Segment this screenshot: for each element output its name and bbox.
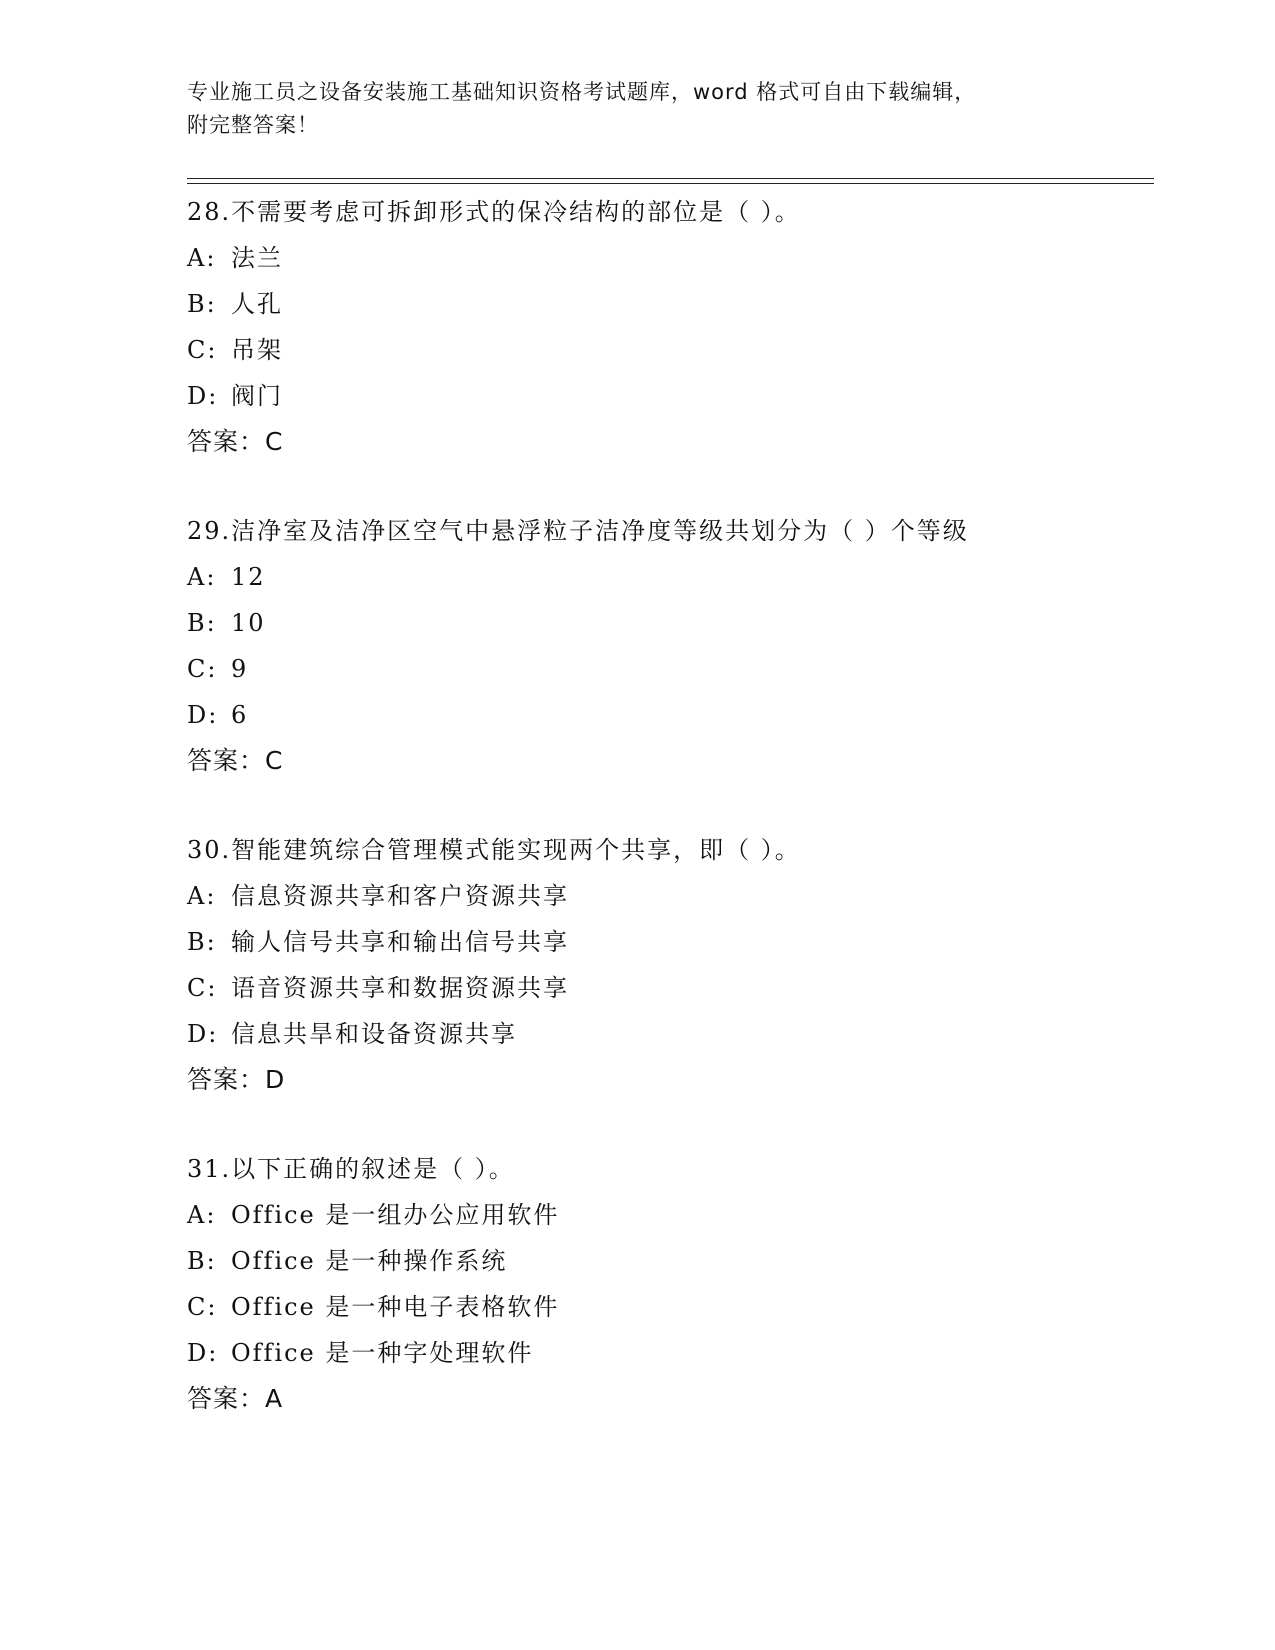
option-letter: A:: [187, 563, 217, 591]
option-d: [187, 373, 1147, 419]
option-text: 输人信号共享和输出信号共享: [231, 928, 569, 956]
option-text: Office 是一种电子表格软件: [231, 1293, 560, 1321]
option-letter: D:: [187, 701, 219, 729]
option-letter: D:: [187, 382, 219, 410]
option-text: Office 是一种操作系统: [231, 1247, 508, 1275]
header-divider-bottom: [187, 183, 1154, 184]
option-b: [187, 281, 1147, 327]
option-letter: C:: [187, 974, 218, 1002]
option-text: 12: [231, 563, 266, 591]
option-text: 9: [231, 655, 249, 683]
option-letter: A:: [187, 1201, 217, 1229]
question-29: [187, 508, 1147, 784]
option-a: [187, 554, 1147, 600]
option-letter: C:: [187, 655, 218, 683]
option-d: [187, 1330, 1147, 1376]
header-divider-top: [187, 178, 1154, 179]
option-b: [187, 1238, 1147, 1284]
option-letter: A:: [187, 882, 217, 910]
option-text: 信息共旱和设备资源共享: [231, 1020, 517, 1048]
option-letter: B:: [187, 609, 217, 637]
answer-line: 答案：C: [187, 427, 284, 456]
answer-line: 答案：C: [187, 746, 284, 775]
answer-line: 答案：A: [187, 1384, 284, 1413]
option-c: [187, 1284, 1147, 1330]
option-text: Office 是一组办公应用软件: [231, 1201, 560, 1229]
question-stem: 31.以下正确的叙述是（ ）。: [187, 1155, 515, 1183]
option-a: [187, 235, 1147, 281]
option-letter: B:: [187, 290, 217, 318]
option-letter: C:: [187, 336, 218, 364]
option-c: [187, 327, 1147, 373]
option-text: 法兰: [231, 244, 283, 272]
option-c: [187, 965, 1147, 1011]
option-letter: B:: [187, 928, 217, 956]
document-header: [187, 76, 1087, 142]
option-a: [187, 873, 1147, 919]
question-stem: 30.智能建筑综合管理模式能实现两个共享，即（ ）。: [187, 836, 801, 864]
option-b: [187, 600, 1147, 646]
option-text: 语音资源共享和数据资源共享: [231, 974, 569, 1002]
option-c: [187, 646, 1147, 692]
option-d: [187, 692, 1147, 738]
option-letter: D:: [187, 1020, 219, 1048]
header-line-2: 附完整答案！: [187, 113, 319, 137]
answer-line: 答案：D: [187, 1065, 286, 1094]
option-text: 10: [231, 609, 266, 637]
option-text: 人孔: [231, 290, 283, 318]
option-text: 吊架: [231, 336, 283, 364]
question-28: [187, 189, 1147, 465]
question-31: [187, 1146, 1147, 1422]
option-text: 信息资源共享和客户资源共享: [231, 882, 569, 910]
question-stem: 29.洁净室及洁净区空气中悬浮粒子洁净度等级共划分为（ ）个等级: [187, 517, 969, 545]
option-d: [187, 1011, 1147, 1057]
option-letter: B:: [187, 1247, 217, 1275]
option-text: 6: [231, 701, 249, 729]
option-b: [187, 919, 1147, 965]
option-letter: D:: [187, 1339, 219, 1367]
option-a: [187, 1192, 1147, 1238]
option-letter: C:: [187, 1293, 218, 1321]
option-text: 阀门: [231, 382, 283, 410]
header-line-1: 专业施工员之设备安装施工基础知识资格考试题库，word 格式可自由下载编辑，: [187, 80, 977, 104]
option-text: Office 是一种字处理软件: [231, 1339, 534, 1367]
question-30: [187, 827, 1147, 1103]
option-letter: A:: [187, 244, 217, 272]
question-stem: 28.不需要考虑可拆卸形式的保冷结构的部位是（ ）。: [187, 198, 801, 226]
